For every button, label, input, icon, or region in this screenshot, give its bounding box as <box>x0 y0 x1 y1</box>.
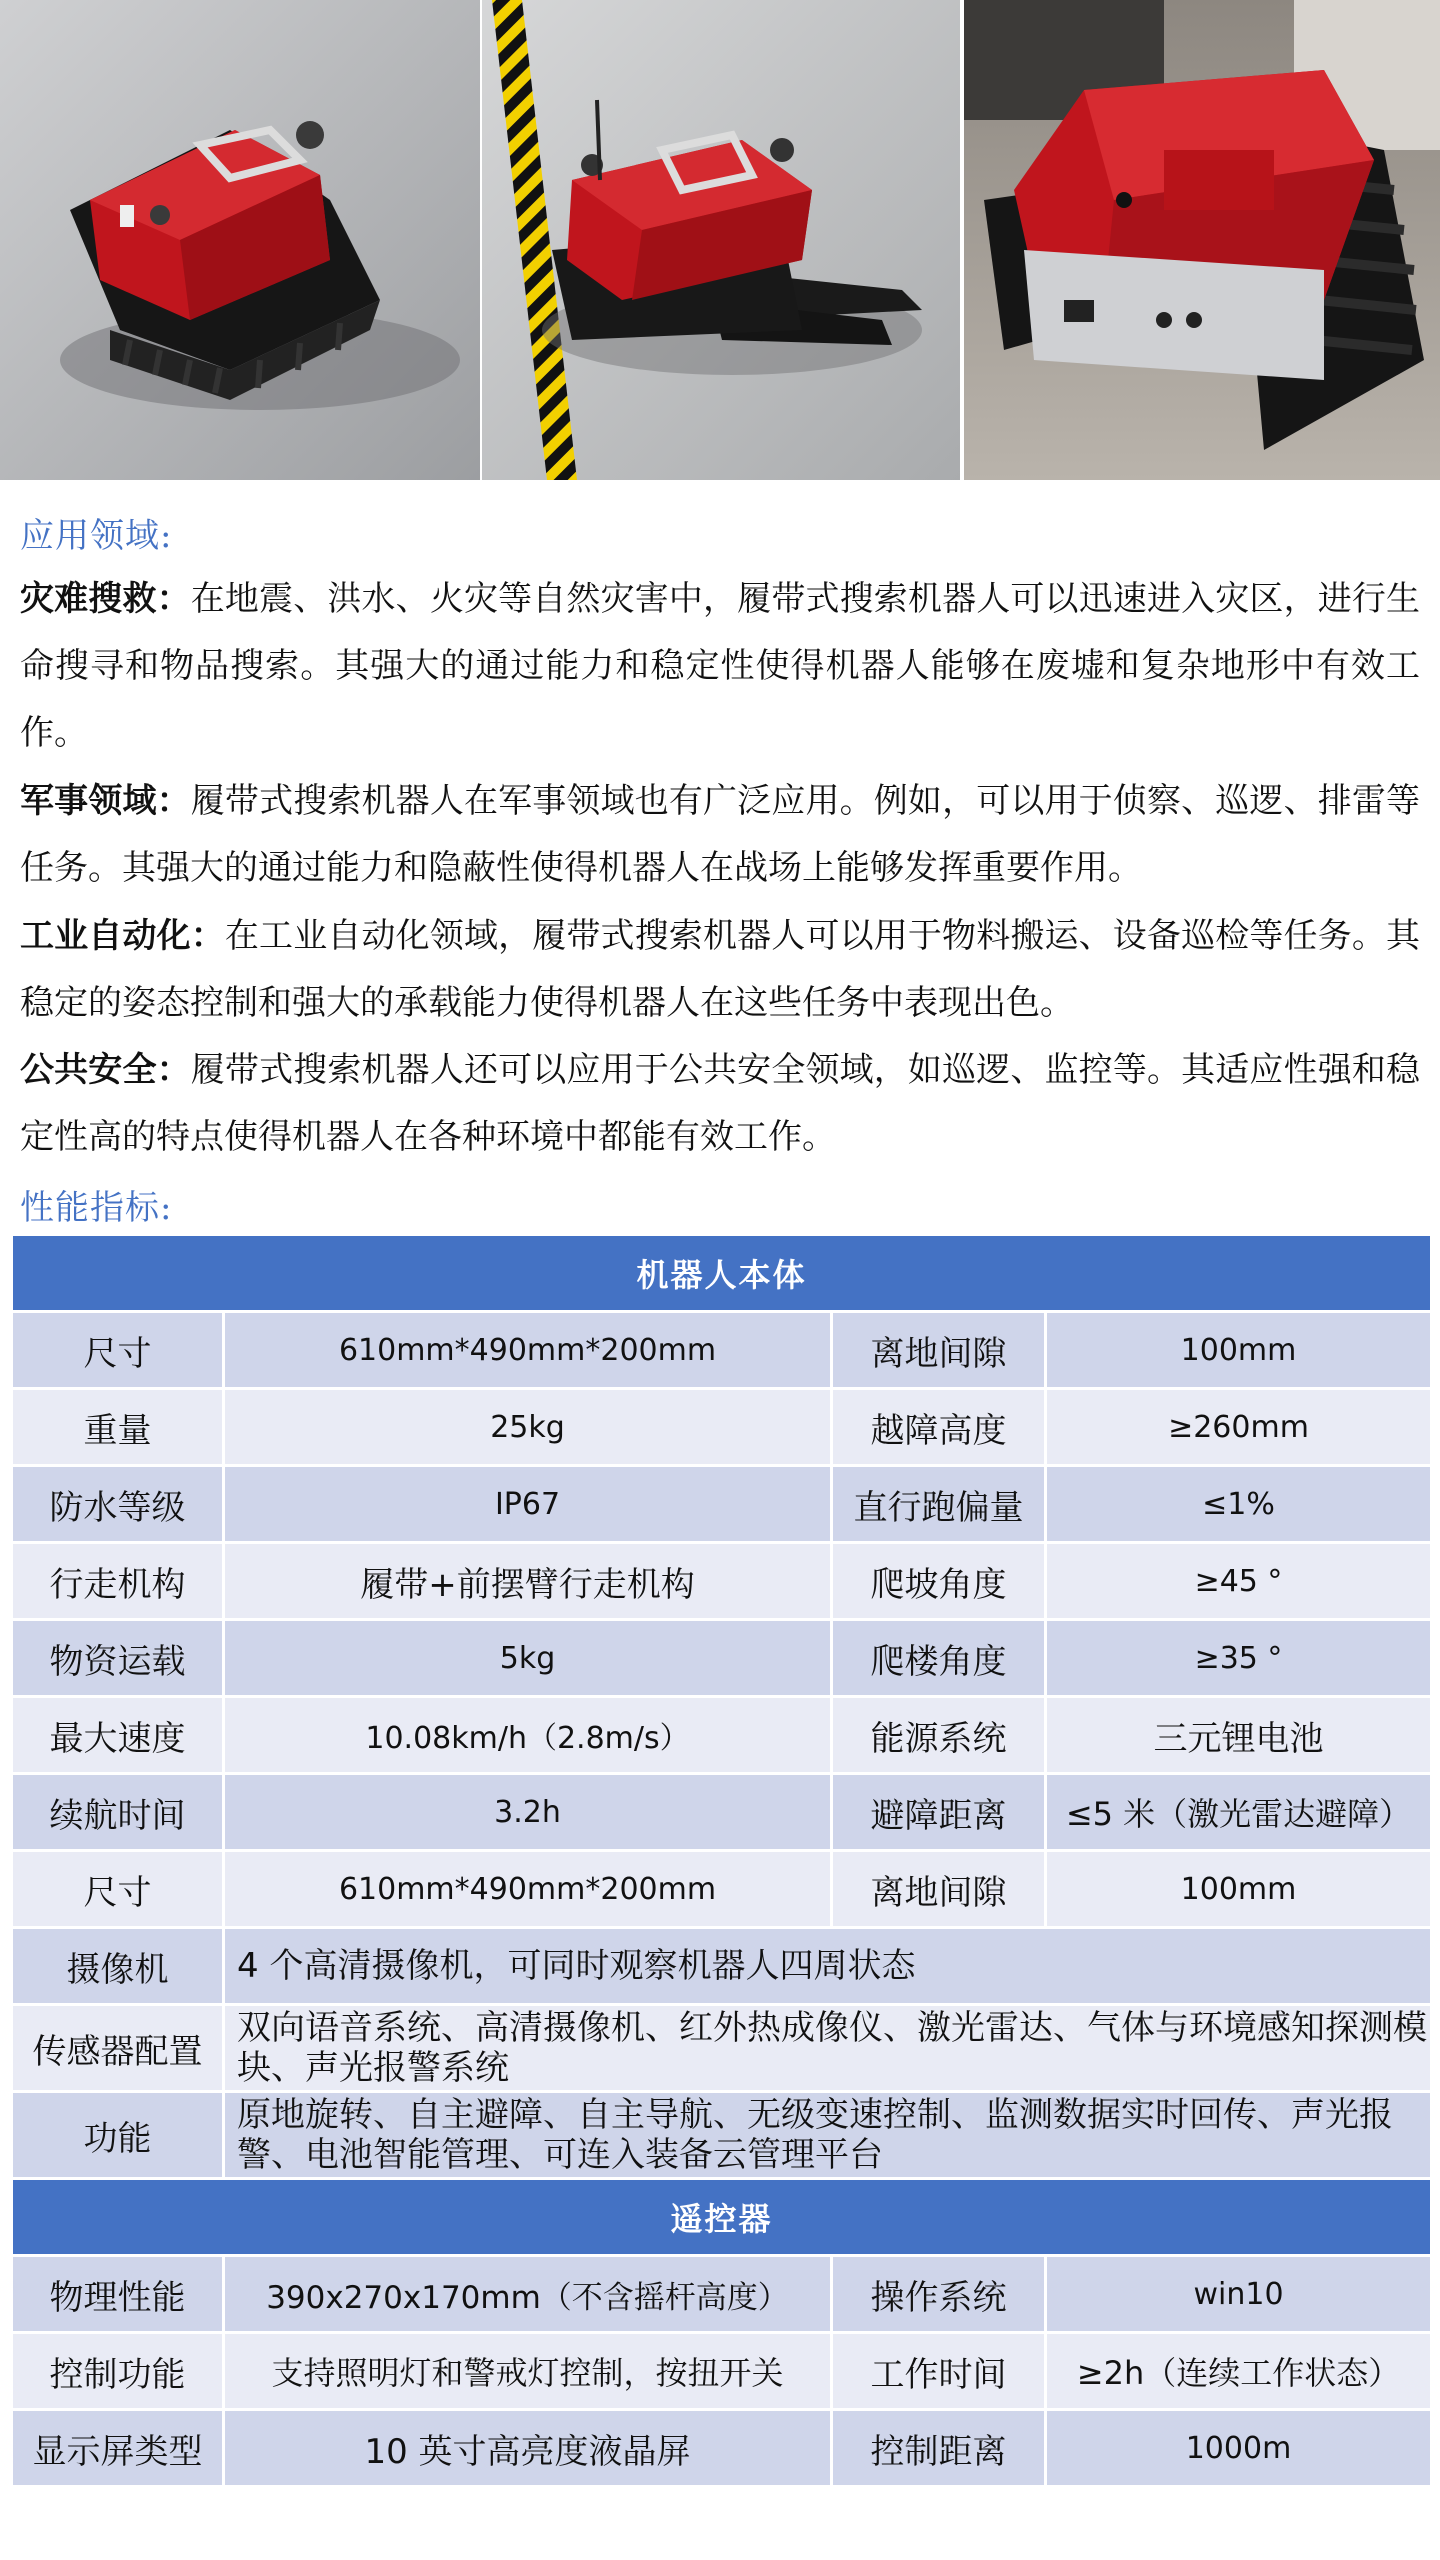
spec-label: 摄像机 <box>12 1928 224 2005</box>
spec-label: 功能 <box>12 2092 224 2179</box>
spec-value: 1000m <box>1046 2410 1432 2487</box>
spec-label: 操作系统 <box>832 2256 1046 2333</box>
spec-value: 390x270x170mm（不含摇杆高度） <box>224 2256 832 2333</box>
application-title: 工业自动化 <box>20 916 191 956</box>
table-row <box>12 1466 1432 1543</box>
spec-value: 4 个高清摄像机，可同时观察机器人四周状态 <box>224 1928 1432 2005</box>
spec-label: 最大速度 <box>12 1697 224 1774</box>
spec-value: ≤5 米（激光雷达避障） <box>1046 1774 1432 1851</box>
spec-value: 610mm*490mm*200mm <box>224 1851 832 1928</box>
spec-value: win10 <box>1046 2256 1432 2333</box>
spec-label: 重量 <box>12 1389 224 1466</box>
robot-photo-2 <box>482 0 960 480</box>
spec-table <box>10 1233 1433 2488</box>
title-separator: ： <box>190 916 225 956</box>
product-photos <box>0 0 1440 480</box>
spec-label: 爬坡角度 <box>832 1543 1046 1620</box>
robot-body-header: 机器人本体 <box>12 1235 1432 1312</box>
application-title: 军事领域 <box>20 781 157 821</box>
application-text: 在地震、洪水、火灾等自然灾害中，履带式搜索机器人可以迅速进入灾区，进行生命搜寻和物品搜索。其强大的通过能力和稳定性使得机器人能够在废墟和复杂地形中有效工作。 <box>20 579 1421 753</box>
spec-value: IP67 <box>224 1466 832 1543</box>
spec-value: 25kg <box>224 1389 832 1466</box>
table-row <box>12 1928 1432 2005</box>
spec-value: 100mm <box>1046 1312 1432 1389</box>
performance-heading: 性能指标: <box>20 1188 173 1228</box>
spec-label: 能源系统 <box>832 1697 1046 1774</box>
application-paragraph-industry <box>20 903 1420 1037</box>
spec-label: 工作时间 <box>832 2333 1046 2410</box>
table-row <box>12 2333 1432 2410</box>
spec-value: 履带+前摆臂行走机构 <box>224 1543 832 1620</box>
spec-value: ≥2h（连续工作状态） <box>1046 2333 1432 2410</box>
spec-value: 三元锂电池 <box>1046 1697 1432 1774</box>
table-row <box>12 1389 1432 1466</box>
spec-value: ≤1% <box>1046 1466 1432 1543</box>
robot-photo-1 <box>0 0 480 480</box>
table-row <box>12 1851 1432 1928</box>
title-separator: ： <box>156 579 191 619</box>
spec-label: 离地间隙 <box>832 1851 1046 1928</box>
application-paragraph-disaster <box>20 566 1420 767</box>
spec-label: 离地间隙 <box>832 1312 1046 1389</box>
table-row <box>12 1697 1432 1774</box>
table-row <box>12 1312 1432 1389</box>
table-row <box>12 1543 1432 1620</box>
spec-value: 双向语音系统、高清摄像机、红外热成像仪、激光雷达、气体与环境感知探测模块、声光报警系统 <box>224 2005 1432 2092</box>
spec-value: 5kg <box>224 1620 832 1697</box>
table-section-header <box>12 2179 1432 2256</box>
spec-label: 续航时间 <box>12 1774 224 1851</box>
application-text: 履带式搜索机器人在军事领域也有广泛应用。例如，可以用于侦察、巡逻、排雷等任务。其强大的通过能力和隐蔽性使得机器人在战场上能够发挥重要作用。 <box>20 781 1421 888</box>
spec-label: 防水等级 <box>12 1466 224 1543</box>
spec-label: 传感器配置 <box>12 2005 224 2092</box>
title-separator: ： <box>156 781 191 821</box>
spec-value: ≥45 ° <box>1046 1543 1432 1620</box>
spec-label: 控制功能 <box>12 2333 224 2410</box>
table-row <box>12 1774 1432 1851</box>
application-paragraph-public-safety <box>20 1037 1420 1171</box>
table-row <box>12 2410 1432 2487</box>
spec-value: ≥35 ° <box>1046 1620 1432 1697</box>
application-heading: 应用领域: <box>20 516 173 556</box>
table-row <box>12 2005 1432 2092</box>
table-section-header <box>12 1235 1432 1312</box>
application-text: 在工业自动化领域，履带式搜索机器人可以用于物料搬运、设备巡检等任务。其稳定的姿态控制和强大的承载能力使得机器人在这些任务中表现出色。 <box>20 916 1421 1023</box>
spec-value: 10.08km/h（2.8m/s） <box>224 1697 832 1774</box>
spec-label: 越障高度 <box>832 1389 1046 1466</box>
remote-controller-header: 遥控器 <box>12 2179 1432 2256</box>
spec-label: 显示屏类型 <box>12 2410 224 2487</box>
spec-value: 610mm*490mm*200mm <box>224 1312 832 1389</box>
spec-label: 控制距离 <box>832 2410 1046 2487</box>
application-title: 灾难搜救 <box>20 579 157 619</box>
spec-value: 100mm <box>1046 1851 1432 1928</box>
spec-value: 支持照明灯和警戒灯控制，按扭开关 <box>224 2333 832 2410</box>
spec-value: 3.2h <box>224 1774 832 1851</box>
spec-value: 10 英寸高亮度液晶屏 <box>224 2410 832 2487</box>
table-row <box>12 2256 1432 2333</box>
application-text: 履带式搜索机器人还可以应用于公共安全领域，如巡逻、监控等。其适应性强和稳定性高的特点使得机器人在各种环境中都能有效工作。 <box>20 1050 1421 1157</box>
spec-label: 物理性能 <box>12 2256 224 2333</box>
spec-label: 物资运载 <box>12 1620 224 1697</box>
spec-label: 尺寸 <box>12 1851 224 1928</box>
application-title: 公共安全 <box>20 1050 157 1090</box>
spec-label: 直行跑偏量 <box>832 1466 1046 1543</box>
spec-label: 尺寸 <box>12 1312 224 1389</box>
spec-label: 爬楼角度 <box>832 1620 1046 1697</box>
spec-label: 避障距离 <box>832 1774 1046 1851</box>
robot-photo-3 <box>964 0 1440 480</box>
table-row <box>12 1620 1432 1697</box>
table-row <box>12 2092 1432 2179</box>
spec-value: 原地旋转、自主避障、自主导航、无级变速控制、监测数据实时回传、声光报警、电池智能管理、可连入装备云管理平台 <box>224 2092 1432 2179</box>
spec-value: ≥260mm <box>1046 1389 1432 1466</box>
application-paragraph-military <box>20 768 1420 902</box>
title-separator: ： <box>156 1050 191 1090</box>
spec-label: 行走机构 <box>12 1543 224 1620</box>
